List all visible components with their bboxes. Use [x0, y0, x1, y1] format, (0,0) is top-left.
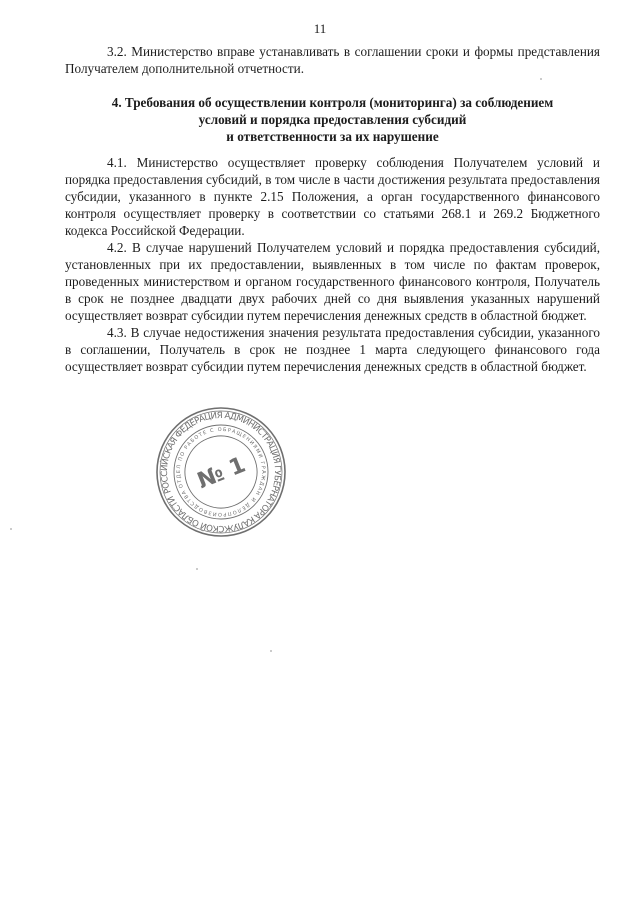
section-heading-line-3: и ответственности за их нарушение	[226, 129, 439, 144]
paragraph-4-2: 4.2. В случае нарушений Получателем условий и порядка предоставления субсидий, установленных при их предоставлении, выявленных в том числе по фактам проверок, проведенных министерством и органом государственного финансового контроля, Получатель в срок не позднее двадцати двух рабочих дней со дня выявления указанных нарушений осуществляет возврат субсидии путем перечисления денежных средств в областной бюджет.	[65, 240, 600, 323]
scan-speck	[270, 650, 272, 652]
scan-speck	[10, 528, 12, 530]
section-heading-line-2: условий и порядка предоставления субсидий	[198, 112, 467, 127]
seal-outer-text: РОССИЙСКАЯ ФЕДЕРАЦИЯ АДМИНИСТРАЦИЯ ГУБЕРНАТОРА КАЛУЖСКОЙ ОБЛАСТИ	[159, 410, 283, 534]
seal-number: № 1	[193, 452, 250, 495]
page-number: 11	[313, 21, 327, 36]
scan-speck	[196, 568, 198, 570]
scan-speck	[540, 78, 542, 80]
seal-graphic	[153, 404, 289, 540]
intro-paragraphs	[65, 43, 600, 77]
paragraph-3-2: 3.2. Министерство вправе устанавливать в соглашении сроки и формы представления Получателем дополнительной отчетности.	[65, 44, 600, 76]
official-seal-stamp	[153, 404, 289, 540]
section-paragraphs	[65, 154, 600, 375]
seal-inner-text: ОТДЕЛ ПО РАБОТЕ С ОБРАЩЕНИЯМИ ГРАЖДАН И ДЕЛОПРОИЗВОДСТВА	[175, 426, 267, 518]
paragraph-4-1: 4.1. Министерство осуществляет проверку соблюдения Получателем условий и порядка предоставления субсидий, в том числе в части достижения результата предоставления субсидии, указанного в пункте 2.15 Положения, а орган государственного финансового контроля осуществляет проверку в соответствии со статьями 268.1 и 269.2 Бюджетного кодекса Российской Федерации.	[65, 155, 600, 238]
paragraph-4-3: 4.3. В случае недостижения значения результата предоставления субсидии, указанного в соглашении, Получатель в срок не позднее 1 марта следующего финансового года осуществляет возврат субсидии путем перечисления денежных средств в областной бюджет.	[65, 325, 600, 374]
section-heading-line-1: 4. Требования об осуществлении контроля (мониторинга) за соблюдением	[111, 95, 554, 110]
section-heading	[65, 94, 600, 145]
